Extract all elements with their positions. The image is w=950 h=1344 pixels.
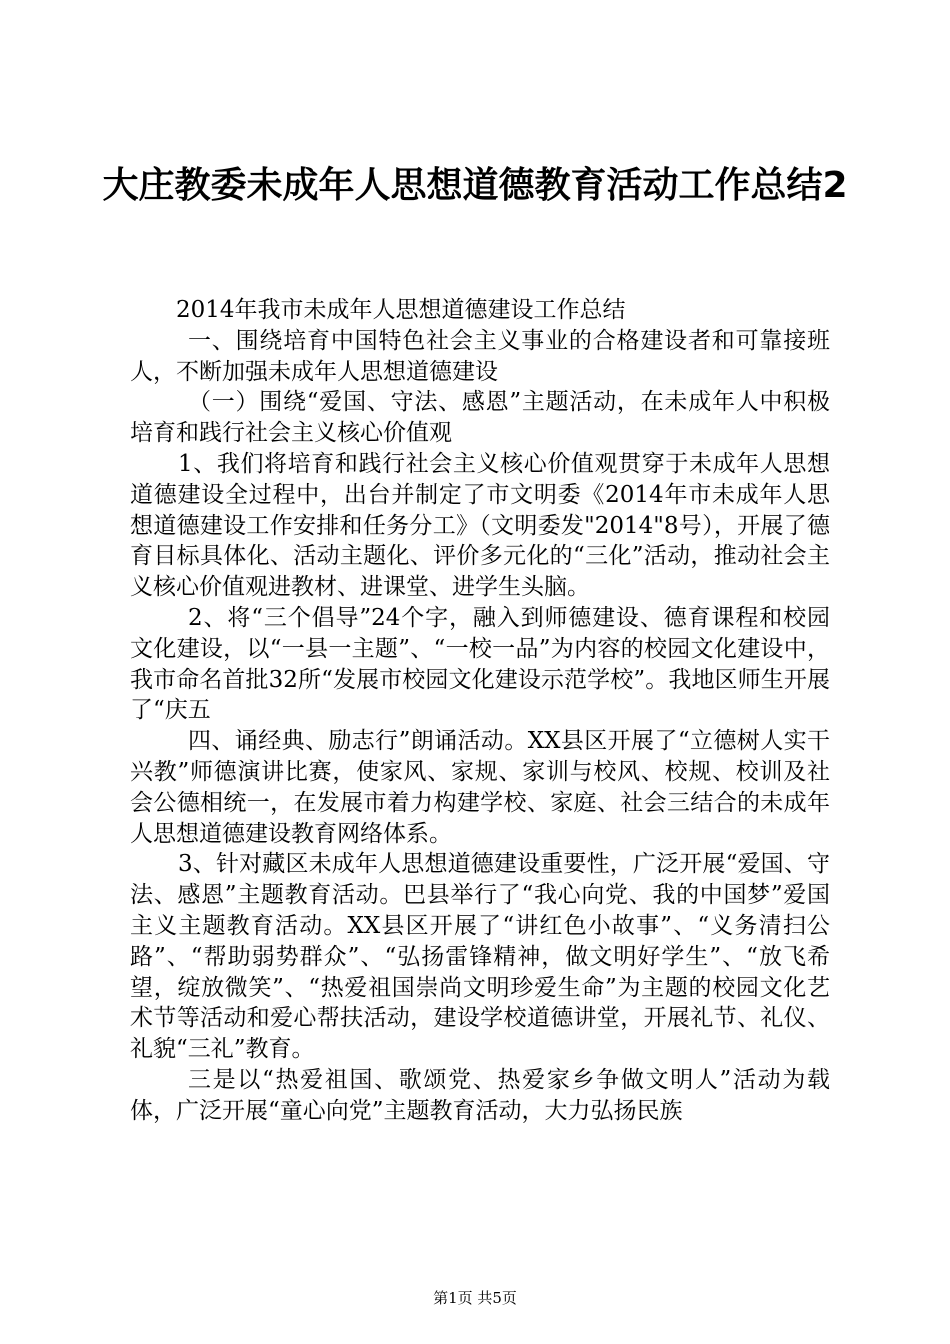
- paragraph-4: 1、我们将培育和践行社会主义核心价值观贯穿于未成年人思想道德建设全过程中，出台并制定了市文明委《2014年市未成年人思想道德建设工作安排和任务分工》（文明委发"2014"8号），开展了德育目标具体化、活动主题化、评价多元化的“三化”活动，推动社会主义核心价值观进教材、进课堂、进学生头脑。: [130, 450, 830, 601]
- paragraph-2: 一、围绕培育中国特色社会主义事业的合格建设者和可靠接班人，不断加强未成年人思想道德建设: [130, 327, 830, 385]
- paragraph-5: 2、将“三个倡导”24个字，融入到师德建设、德育课程和校园文化建设，以“一县一主题”、“一校一品”为内容的校园文化建设中，我市命名首批32所“发展市校园文化建设示范学校”。我地区师生开展了“庆五: [130, 604, 830, 724]
- document-body: [130, 295, 830, 1127]
- document-title: 大庄教委未成年人思想道德教育活动工作总结2: [102, 165, 848, 206]
- paragraph-7: 3、针对藏区未成年人思想道德建设重要性，广泛开展“爱国、守法、感恩”主题教育活动。巴县举行了“我心向党、我的中国梦”爱国主义主题教育活动。XX县区开展了“讲红色小故事”、“义务清扫公路”、“帮助弱势群众”、“弘扬雷锋精神，做文明好学生”、“放飞希望，绽放微笑”、“热爱祖国崇尚文明珍爱生命”为主题的校园文化艺术节等活动和爱心帮扶活动，建设学校道德讲堂，开展礼节、礼仪、礼貌“三礼”教育。: [130, 851, 830, 1063]
- page-footer: 第1页 共5页: [433, 1289, 517, 1307]
- paragraph-1: 2014年我市未成年人思想道德建设工作总结: [176, 297, 626, 323]
- paragraph-6: 四、诵经典、励志行”朗诵活动。XX县区开展了“立德树人实干兴教”师德演讲比赛，使家风、家规、家训与校风、校规、校训及社会公德相统一，在发展市着力构建学校、家庭、社会三结合的未成年人思想道德建设教育网络体系。: [130, 728, 830, 847]
- paragraph-3: （一）围绕“爱国、守法、感恩”主题活动，在未成年人中积极培育和践行社会主义核心价值观: [130, 389, 830, 447]
- paragraph-8: 三是以“热爱祖国、歌颂党、热爱家乡争做文明人”活动为载体，广泛开展“童心向党”主题教育活动，大力弘扬民族: [130, 1066, 830, 1124]
